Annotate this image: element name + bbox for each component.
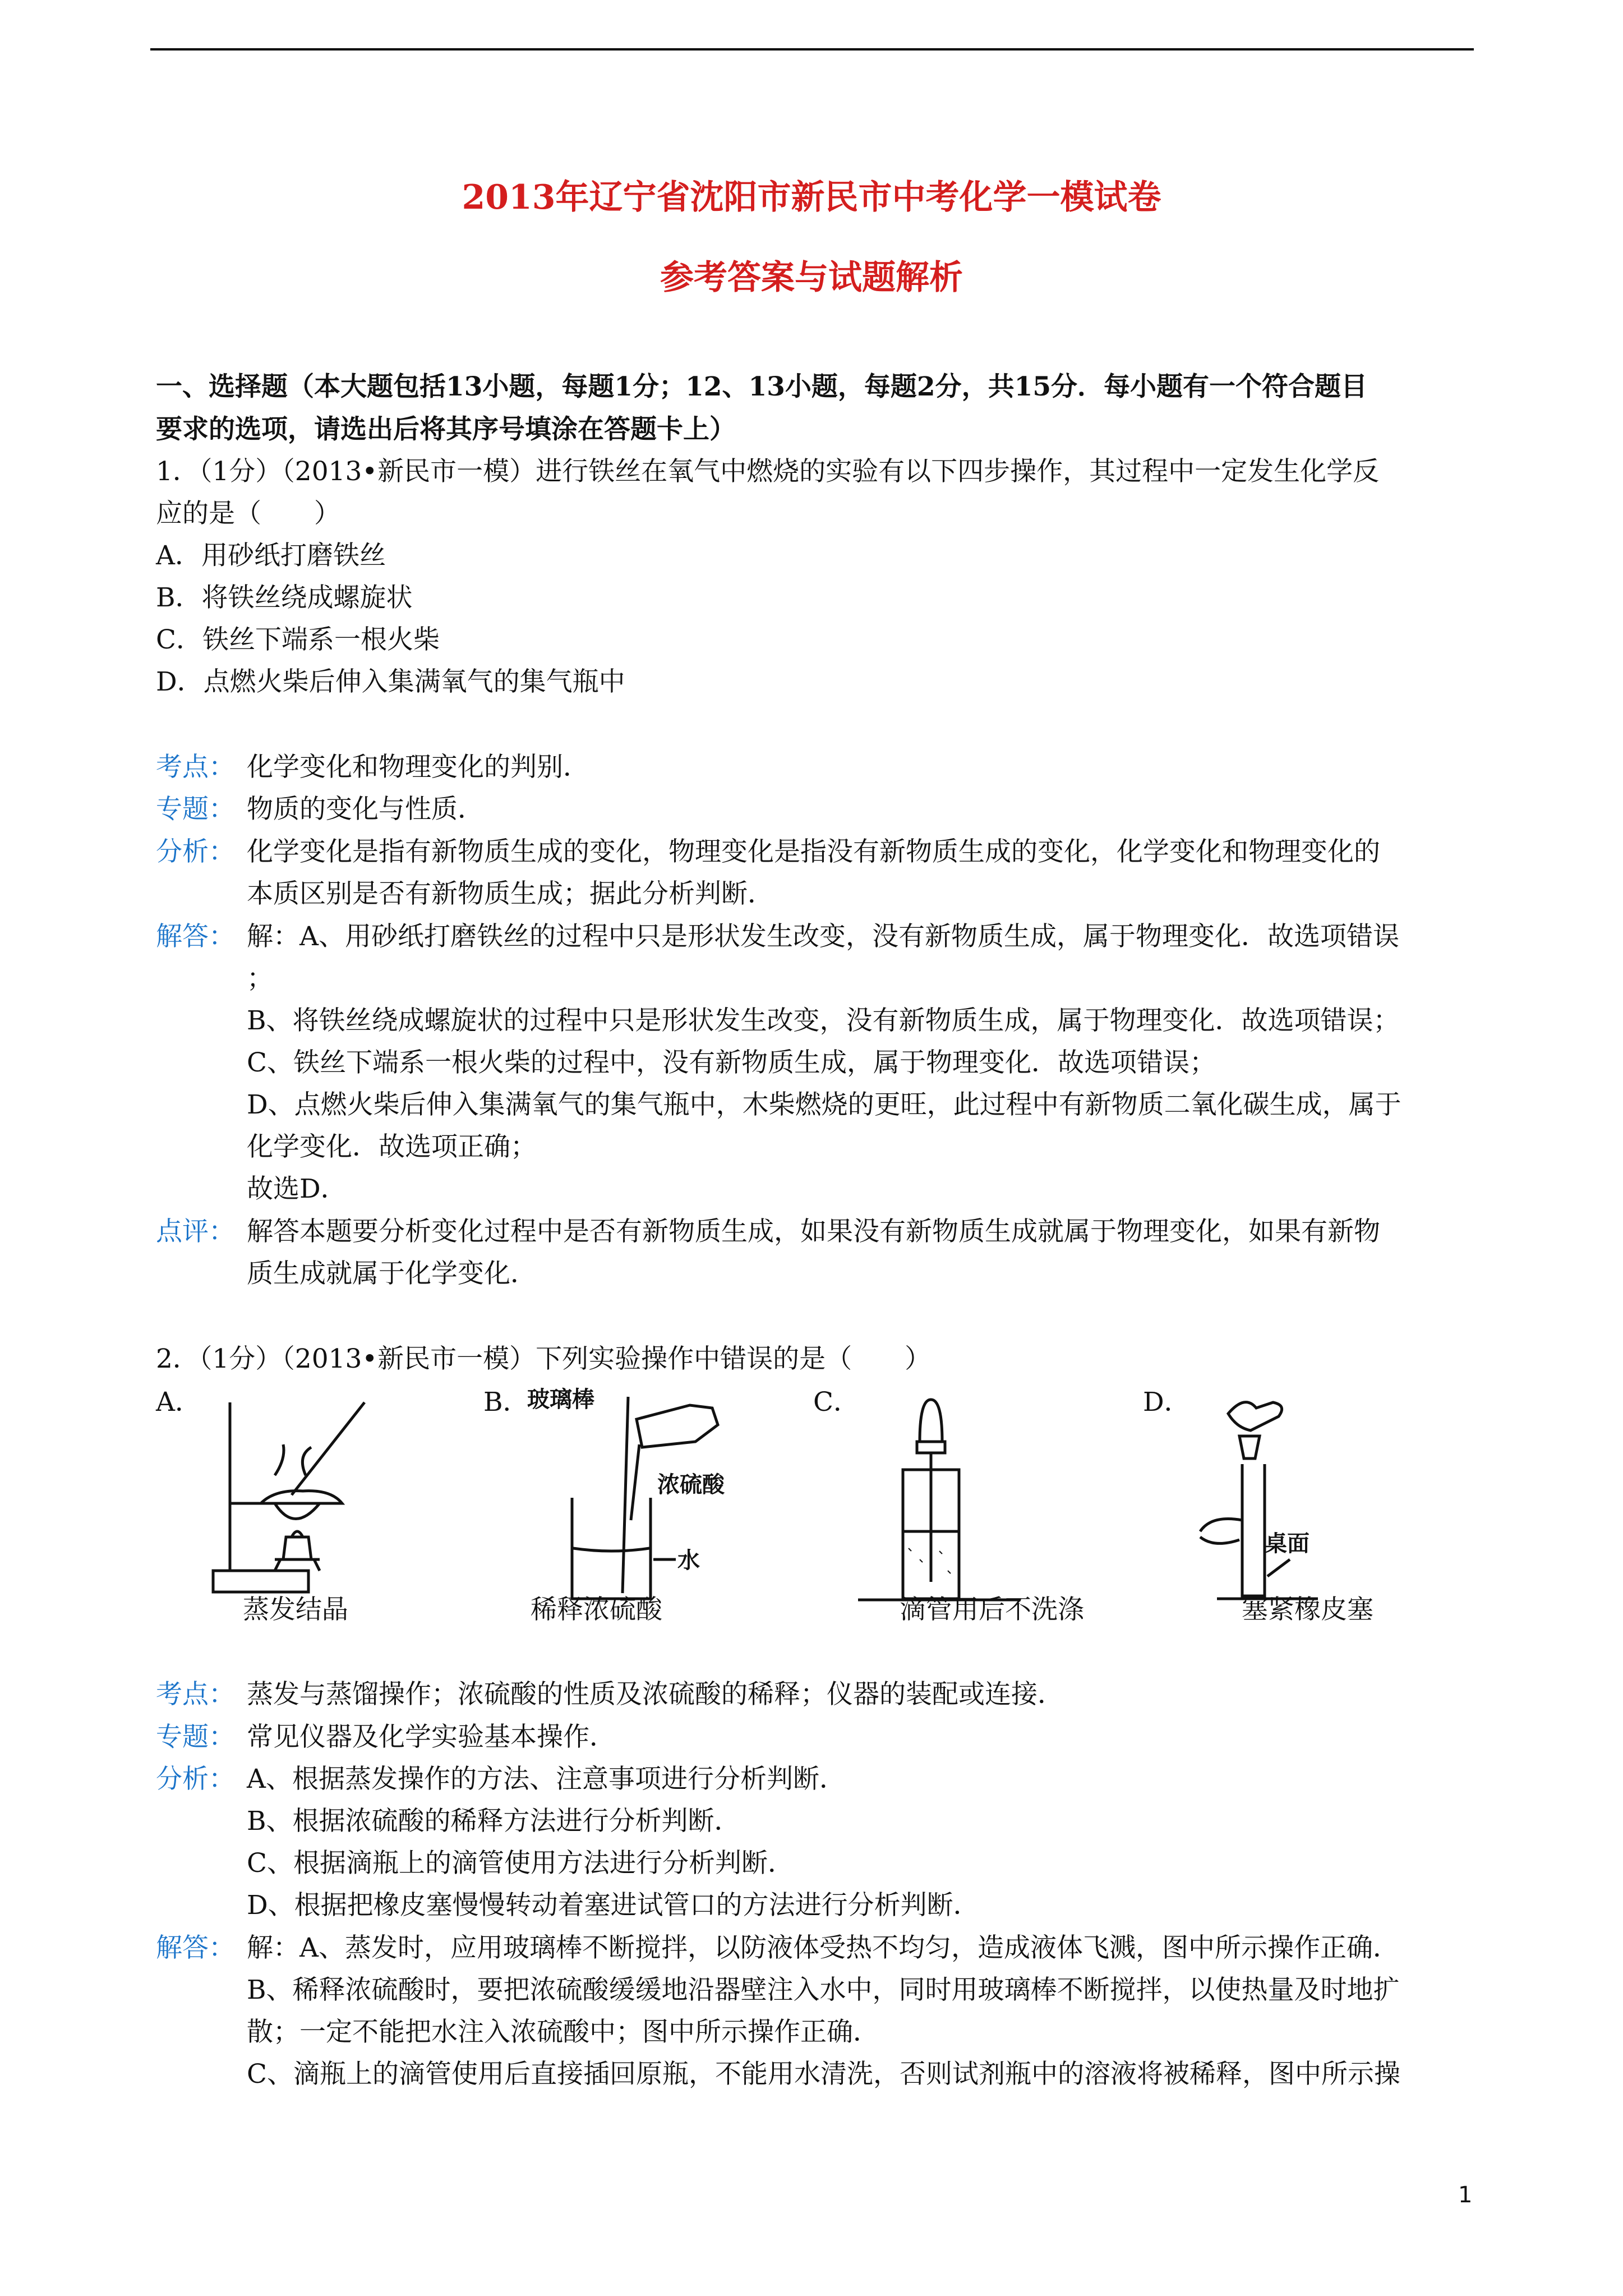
figure-b-label-water: 水 — [677, 1548, 700, 1573]
q1-zhuanti-label: 专题： — [156, 794, 235, 825]
q1-jieda-line1: 解：A、用砂纸打磨铁丝的过程中只是形状发生改变，没有新物质生成，属于物理变化．故选项错误 — [247, 921, 1399, 952]
doc-title: 2013年辽宁省沈阳市新民市中考化学一模试卷 — [462, 178, 1161, 217]
q1-dianping-line2: 质生成就属于化学变化． — [247, 1258, 537, 1289]
q1-stem-line1: 1．（1分）（2013•新民市一模）进行铁丝在氧气中燃烧的实验有以下四步操作，其过程中一定发生化学反 — [156, 456, 1380, 487]
q1-kaodian: 化学变化和物理变化的判别． — [247, 752, 589, 783]
q2-option-b-letter: B． — [483, 1387, 529, 1418]
figure-c-dropper — [858, 1391, 1026, 1604]
figure-d-caption: 塞紧橡皮塞 — [1242, 1594, 1373, 1625]
q2-kaodian-label: 考点： — [156, 1679, 235, 1710]
q1-option-a: A．用砂纸打磨铁丝 — [156, 540, 386, 571]
q1-dianping-label: 点评： — [156, 1216, 235, 1247]
q1-dianping-line1: 解答本题要分析变化过程中是否有新物质生成，如果没有新物质生成就属于物理变化，如果有新物 — [247, 1216, 1380, 1247]
q1-jieda-line2: ； — [247, 963, 273, 994]
q2-fenxi-line2: B、根据浓硫酸的稀释方法进行分析判断． — [247, 1806, 741, 1837]
header-rule — [150, 48, 1474, 50]
doc-subtitle: 参考答案与试题解析 — [660, 258, 963, 297]
figure-c-caption: 滴管用后不洗涤 — [900, 1594, 1084, 1625]
figure-b-label-acid: 浓硫酸 — [657, 1472, 725, 1498]
q1-option-b: B．将铁丝绕成螺旋状 — [156, 582, 413, 613]
q1-fenxi-line2: 本质区别是否有新物质生成；据此分析判断． — [247, 878, 774, 909]
figure-b-dilution — [527, 1386, 774, 1610]
page-number: 1 — [1458, 2182, 1473, 2208]
q1-jieda-line4: C、铁丝下端系一根火柴的过程中，没有新物质生成，属于物理变化．故选项错误； — [247, 1047, 1216, 1078]
q2-zhuanti: 常见仪器及化学实验基本操作． — [247, 1722, 616, 1752]
q1-jieda-line7: 故选D． — [247, 1174, 347, 1204]
q1-option-d: D．点燃火柴后伸入集满氧气的集气瓶中 — [156, 666, 625, 697]
q2-kaodian: 蒸发与蒸馏操作；浓硫酸的性质及浓硫酸的稀释；仪器的装配或连接． — [247, 1679, 1064, 1710]
q2-fenxi-line4: D、根据把橡皮塞慢慢转动着塞进试管口的方法进行分析判断． — [247, 1890, 980, 1921]
q2-fenxi-label: 分析： — [156, 1764, 235, 1795]
figure-a-caption: 蒸发结晶 — [243, 1594, 348, 1625]
q2-option-c-letter: C． — [813, 1387, 860, 1418]
figure-a-evaporation — [208, 1391, 387, 1604]
q1-stem-line2: 应的是（ ） — [156, 498, 340, 529]
q2-option-d-letter: D． — [1143, 1387, 1191, 1418]
q2-jieda-line2: B、稀释浓硫酸时，要把浓硫酸缓缓地沿器壁注入水中，同时用玻璃棒不断搅拌，以使热量及时地扩 — [247, 1975, 1400, 2005]
q1-option-c: C．铁丝下端系一根火柴 — [156, 624, 440, 655]
q2-option-a-letter: A． — [156, 1387, 201, 1418]
q1-jieda-line3: B、将铁丝绕成螺旋状的过程中只是形状发生改变，没有新物质生成，属于物理变化．故选项错误； — [247, 1005, 1400, 1036]
q2-jieda-line1: 解：A、蒸发时，应用玻璃棒不断搅拌，以防液体受热不均匀，造成液体飞溅，图中所示操作正确． — [247, 1932, 1399, 1963]
q1-kaodian-label: 考点： — [156, 752, 235, 783]
q2-fenxi-line1: A、根据蒸发操作的方法、注意事项进行分析判断． — [247, 1764, 846, 1795]
figure-d-label-table: 桌面 — [1265, 1531, 1310, 1557]
q2-fenxi-line3: C、根据滴瓶上的滴管使用方法进行分析判断． — [247, 1848, 794, 1879]
q1-zhuanti: 物质的变化与性质． — [247, 794, 484, 825]
figure-d-stopper — [1183, 1391, 1374, 1604]
q2-jieda-line4: C、滴瓶上的滴管使用后直接插回原瓶，不能用水清洗，否则试剂瓶中的溶液将被稀释，图中所示操 — [247, 2059, 1400, 2090]
q2-zhuanti-label: 专题： — [156, 1722, 235, 1752]
q1-fenxi-label: 分析： — [156, 836, 235, 867]
q1-jieda-line5: D、点燃火柴后伸入集满氧气的集气瓶中，木柴燃烧的更旺，此过程中有新物质二氧化碳生成，属于 — [247, 1089, 1401, 1120]
q1-jieda-label: 解答： — [156, 921, 235, 952]
section-header-line1: 一、选择题（本大题包括13小题，每题1分；12、13小题，每题2分，共15分．每小题有一个符合题目 — [156, 371, 1368, 402]
section-header-line2: 要求的选项，请选出后将其序号填涂在答题卡上） — [156, 414, 736, 445]
q2-jieda-label: 解答： — [156, 1932, 235, 1963]
q1-fenxi-line1: 化学变化是指有新物质生成的变化，物理变化是指没有新物质生成的变化，化学变化和物理变化的 — [247, 836, 1380, 867]
figure-b-caption: 稀释浓硫酸 — [531, 1594, 662, 1625]
q2-jieda-line3: 散；一定不能把水注入浓硫酸中；图中所示操作正确． — [247, 2017, 879, 2047]
figure-b-label-rod: 玻璃棒 — [527, 1387, 594, 1412]
q2-stem: 2．（1分）（2013•新民市一模）下列实验操作中错误的是（ ） — [156, 1343, 932, 1374]
q1-jieda-line6: 化学变化．故选项正确； — [247, 1131, 537, 1162]
